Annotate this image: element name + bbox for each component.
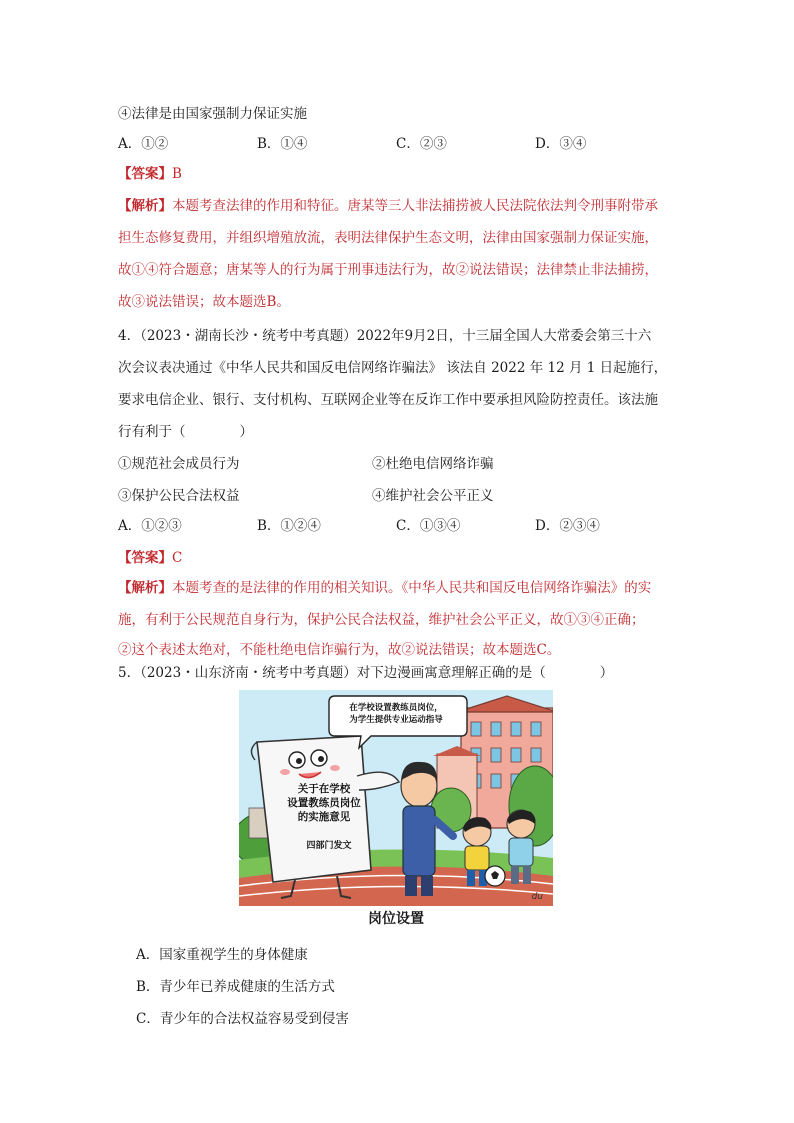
q4-option-a: A．①②③ — [118, 518, 182, 534]
analysis-label: 【解析】 — [118, 198, 172, 214]
q4-stem-line-2: 次会议表决通过《中华人民共和国反电信网络诈骗法》 该法自 2022 年 12 月 1 日起施行， — [118, 360, 668, 376]
analysis-text: 本题考查法律的作用和特征。唐某等三人非法捕捞被人民法院依法判令刑事附带承 — [172, 198, 658, 214]
analysis-text: 本题考查的是法律的作用的相关知识。《中华人民共和国反电信网络诈骗法》的实 — [172, 580, 652, 596]
document-issuer: 四部门发文 — [306, 841, 352, 851]
q3-analysis-line-1 — [118, 196, 658, 216]
q4-item-3: ③保护公民合法权益 — [118, 488, 240, 504]
q3-option-c: C．②③ — [396, 136, 447, 152]
q5-option-b: B．青少年已养成健康的生活方式 — [136, 979, 335, 995]
q3-analysis-line-4: 故③说法错误；故本题选B。 — [118, 294, 290, 310]
q4-option-c: C．①③④ — [396, 518, 461, 534]
q4-item-1: ①规范社会成员行为 — [118, 456, 240, 472]
q4-item-2: ②杜绝电信网络诈骗 — [372, 456, 494, 472]
q5-option-a: A．国家重视学生的身体健康 — [136, 947, 308, 963]
q3-analysis-line-3: 故①④符合题意；唐某等人的行为属于刑事违法行为，故②说法错误；法律禁止非法捕捞， — [118, 262, 658, 278]
doc-title-line-3: 的实施意见 — [297, 811, 351, 823]
q5-stem: 5．（2023・山东济南・统考中考真题）对下边漫画寓意理解正确的是（ ） — [118, 665, 614, 681]
answer-label: 【答案】 — [118, 166, 172, 182]
q4-answer — [118, 548, 182, 568]
q4-stem-line-1: 4．（2023・湖南长沙・统考中考真题）2022年9月2日，十三届全国人大常委会第三十六 — [118, 328, 652, 344]
q3-option-a: A．①② — [118, 136, 169, 152]
q3-item-4: ④法律是由国家强制力保证实施 — [118, 106, 307, 122]
q4-option-d: D．②③④ — [535, 518, 600, 534]
q4-analysis-line-1 — [118, 578, 651, 598]
q4-analysis-line-3: ②这个表述太绝对，不能杜绝电信诈骗行为，故②说法错误；故本题选C。 — [118, 642, 561, 658]
q3-option-d: D．③④ — [535, 136, 587, 152]
doc-title-line-1: 关于在学校 — [297, 783, 351, 795]
cartoon-caption: 岗位设置 — [368, 911, 424, 927]
q4-item-4: ④维护社会公平正义 — [372, 488, 494, 504]
answer-value: B — [172, 166, 182, 182]
analysis-label: 【解析】 — [118, 580, 172, 596]
q3-answer — [118, 164, 182, 184]
q4-option-b: B．①②④ — [257, 518, 321, 534]
answer-value: C — [172, 550, 183, 566]
bubble-line-1: 在学校设置教练员岗位， — [349, 703, 443, 713]
artist-signature: du — [531, 892, 543, 902]
q5-option-c: C．青少年的合法权益容易受到侵害 — [136, 1011, 349, 1027]
q4-stem-line-3: 要求电信企业、银行、支付机构、互联网企业等在反诈工作中要承担风险防控责任。该法施 — [118, 392, 658, 408]
q3-option-b: B．①④ — [257, 136, 308, 152]
doc-title-line-2: 设置教练员岗位 — [287, 797, 361, 809]
document-title — [269, 782, 379, 824]
bubble-line-2: 为学生提供专业运动指导 — [349, 715, 443, 725]
q4-analysis-line-2: 施，有利于公民规范自身行为，保护公民合法权益，维护社会公平正义，故①③④正确； — [118, 612, 645, 628]
answer-label: 【答案】 — [118, 550, 172, 566]
speech-bubble-text — [337, 702, 455, 726]
q4-stem-line-4: 行有利于（ ） — [118, 424, 253, 440]
cartoon-illustration — [239, 690, 553, 906]
q3-analysis-line-2: 担生态修复费用，并组织增殖放流，表明法律保护生态文明，法律由国家强制力保证实施， — [118, 230, 658, 246]
